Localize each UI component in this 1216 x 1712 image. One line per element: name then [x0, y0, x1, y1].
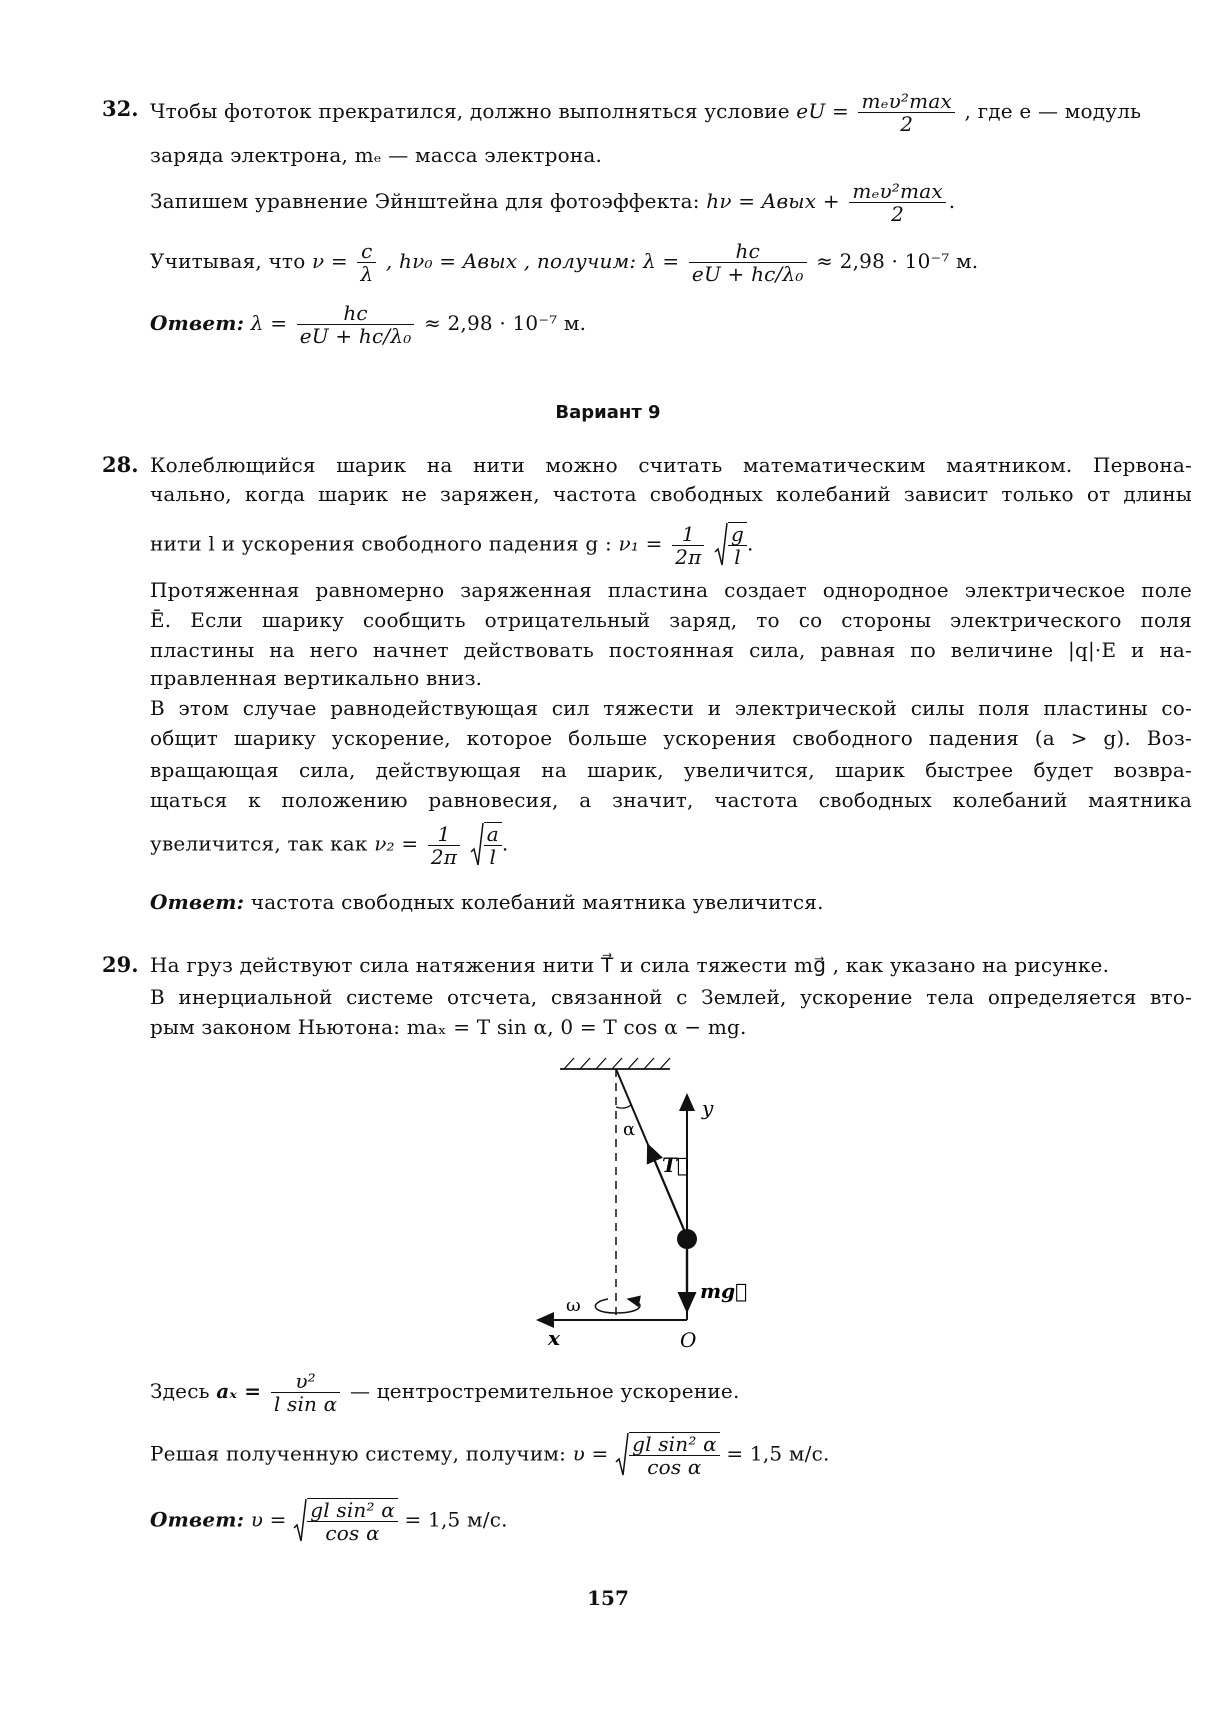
variant-heading: Вариант 9 — [555, 402, 661, 423]
text: Чтобы фототок прекратился, должно выполняться условие — [150, 99, 790, 123]
radical-sign — [293, 1498, 307, 1544]
problem-number: 32. — [102, 96, 139, 121]
numerator: hc — [735, 239, 760, 263]
denominator: l sin α — [271, 1392, 341, 1415]
problem-line: В этом случае равнодействующая сил тяжести и электрической силы поля пластины со- — [150, 696, 1192, 720]
pendulum-diagram — [530, 1055, 780, 1355]
denominator: eU + hc/λ₀ — [297, 324, 415, 347]
problem-number: 28. — [102, 452, 139, 477]
equation: ν = — [312, 249, 348, 273]
problem-line: заряда электрона, mₑ — масса электрона. — [150, 143, 603, 167]
denominator: 2 — [849, 202, 945, 225]
radical-sign — [615, 1432, 629, 1478]
problem-line: щаться к положению равновесия, а значит, частота свободных колебаний маятника — [150, 788, 1192, 812]
problem-number: 29. — [102, 952, 139, 977]
text: нити l и ускорения свободного падения g : — [150, 531, 612, 556]
numerator: mₑυ²max — [861, 89, 952, 113]
denominator: cos α — [307, 1521, 398, 1544]
numerator: g — [730, 522, 744, 546]
fraction — [858, 90, 954, 135]
text: Запишем уравнение Эйнштейна для фотоэффекта: — [150, 189, 700, 213]
numerator: gl sin² α — [632, 1432, 717, 1456]
problem-line: На груз действуют сила натяжения нити T⃗ и сила тяжести mg⃗ , как указано на рисунке. — [150, 953, 1110, 977]
denominator: 2π — [428, 845, 460, 868]
problem-line: увеличится, так как ν₂ = $\frac{1}{2\pi}$ $\frac{a}{l}$ . — [150, 821, 509, 869]
problem-line — [150, 1432, 830, 1478]
page-number: 157 — [587, 1586, 629, 1610]
problem-line — [150, 90, 1141, 135]
answer-label: Ответ: — [150, 1507, 245, 1532]
problem-line: В инерциальной системе отсчета, связанной с Землей, ускорение тела определяется вто- — [150, 985, 1192, 1009]
denominator: l — [484, 845, 502, 868]
equation: λ = — [250, 311, 288, 335]
fraction — [849, 180, 945, 225]
label-alpha: α — [623, 1119, 636, 1140]
numerator: υ² — [295, 1369, 316, 1393]
fraction — [428, 823, 460, 868]
problem-line: правленная вертикально вниз. — [150, 666, 483, 690]
equation: υ = — [572, 1441, 609, 1466]
fraction — [297, 302, 415, 347]
ball — [677, 1229, 697, 1249]
problem-line: вращающая сила, действующая на шарик, увеличится, шарик быстрее будет возвра- — [150, 758, 1192, 782]
label-omega: ω — [566, 1295, 581, 1316]
radical-sign — [714, 522, 728, 568]
square-root — [714, 522, 747, 568]
omega-arrow — [595, 1299, 640, 1313]
numerator: 1 — [681, 521, 695, 546]
problem-line: Протяженная равномерно заряженная пластина создает однородное электрическое поле — [150, 578, 1192, 602]
answer-line — [150, 887, 824, 917]
result: = 1,5 м/с. — [726, 1441, 830, 1466]
label-gravity: mg⃗ — [700, 1279, 748, 1303]
denominator: 2π — [672, 545, 704, 568]
text: — центростремительное ускорение. — [349, 1379, 740, 1403]
square-root — [615, 1432, 720, 1478]
fraction — [689, 240, 807, 285]
answer-line — [150, 302, 586, 347]
fraction — [271, 1370, 341, 1415]
problem-line: Ē. Если шарику сообщить отрицательный заряд, то со стороны электрического поля — [150, 608, 1192, 632]
problem-line: нити l и ускорения свободного падения g : ν₁ = $\frac{1}{2\pi}$ $\frac{g}{l}$ . — [150, 521, 754, 569]
numerator: a — [486, 822, 499, 846]
text: Учитывая, что — [150, 249, 306, 273]
problem-line: Запишем уравнение Эйнштейна для фотоэффекта: hν = Aвых + $\frac{\text{mₑυ²max}}{2}$ . — [150, 179, 956, 226]
answer-line — [150, 1498, 508, 1544]
label-origin: O — [680, 1328, 697, 1352]
square-root — [293, 1498, 398, 1544]
problem-line: Колеблющийся шарик на нити можно считать математическим маятником. Первона- — [150, 453, 1192, 477]
label-tension: T⃗ — [662, 1153, 689, 1177]
problem-line — [150, 240, 978, 285]
alpha-arc — [616, 1105, 631, 1108]
equation: ν₁ = — [618, 531, 663, 556]
equation: , hν₀ = Aвых , получим: — [385, 249, 637, 273]
text: , где e — модуль — [964, 99, 1142, 123]
answer-label: Ответ: — [150, 311, 245, 335]
ceiling-hatch — [560, 1058, 670, 1069]
fraction — [357, 240, 376, 285]
denominator: 2 — [858, 112, 954, 135]
text: Здесь — [150, 1379, 210, 1403]
equation: aₓ = — [216, 1379, 262, 1403]
text: Решая полученную систему, получим: — [150, 1441, 567, 1466]
fraction — [672, 523, 704, 568]
numerator: hc — [343, 301, 368, 325]
result: ≈ 2,98 · 10⁻⁷ м. — [423, 311, 587, 335]
numerator: mₑυ²max — [852, 179, 943, 203]
problem-line: чально, когда шарик не заряжен, частота свободных колебаний зависит только от длины — [150, 482, 1192, 506]
denominator: l — [728, 545, 747, 568]
square-root — [470, 822, 502, 868]
radical-sign — [470, 822, 484, 868]
answer-text: частота свободных колебаний маятника увеличится. — [250, 890, 824, 914]
result: ≈ 2,98 · 10⁻⁷ м. — [816, 249, 979, 273]
text: увеличится, так как — [150, 831, 368, 856]
equation: eU = — [796, 99, 849, 123]
denominator: eU + hc/λ₀ — [689, 262, 807, 285]
problem-line: пластины на него начнет действовать постоянная сила, равная по величине |q|·E и на- — [150, 638, 1192, 662]
label-y: y — [702, 1096, 714, 1120]
equation: hν = Aвых + — [706, 189, 840, 213]
denominator: cos α — [629, 1455, 720, 1478]
problem-line: рым законом Ньютона: maₓ = T sin α, 0 = T cos α − mg. — [150, 1015, 747, 1039]
equation: ν₂ = — [374, 831, 419, 856]
problem-line — [150, 1370, 740, 1415]
answer-label: Ответ: — [150, 890, 245, 914]
equation: υ = — [250, 1507, 287, 1532]
result: = 1,5 м/с. — [404, 1507, 508, 1532]
numerator: gl sin² α — [310, 1498, 395, 1522]
label-x: x — [548, 1326, 560, 1350]
problem-line: общит шарику ускорение, которое больше ускорения свободного падения (a > g). Воз- — [150, 726, 1192, 750]
numerator: c — [361, 239, 373, 263]
denominator: λ — [357, 262, 376, 285]
numerator: 1 — [437, 821, 451, 846]
equation: λ = — [642, 249, 680, 273]
